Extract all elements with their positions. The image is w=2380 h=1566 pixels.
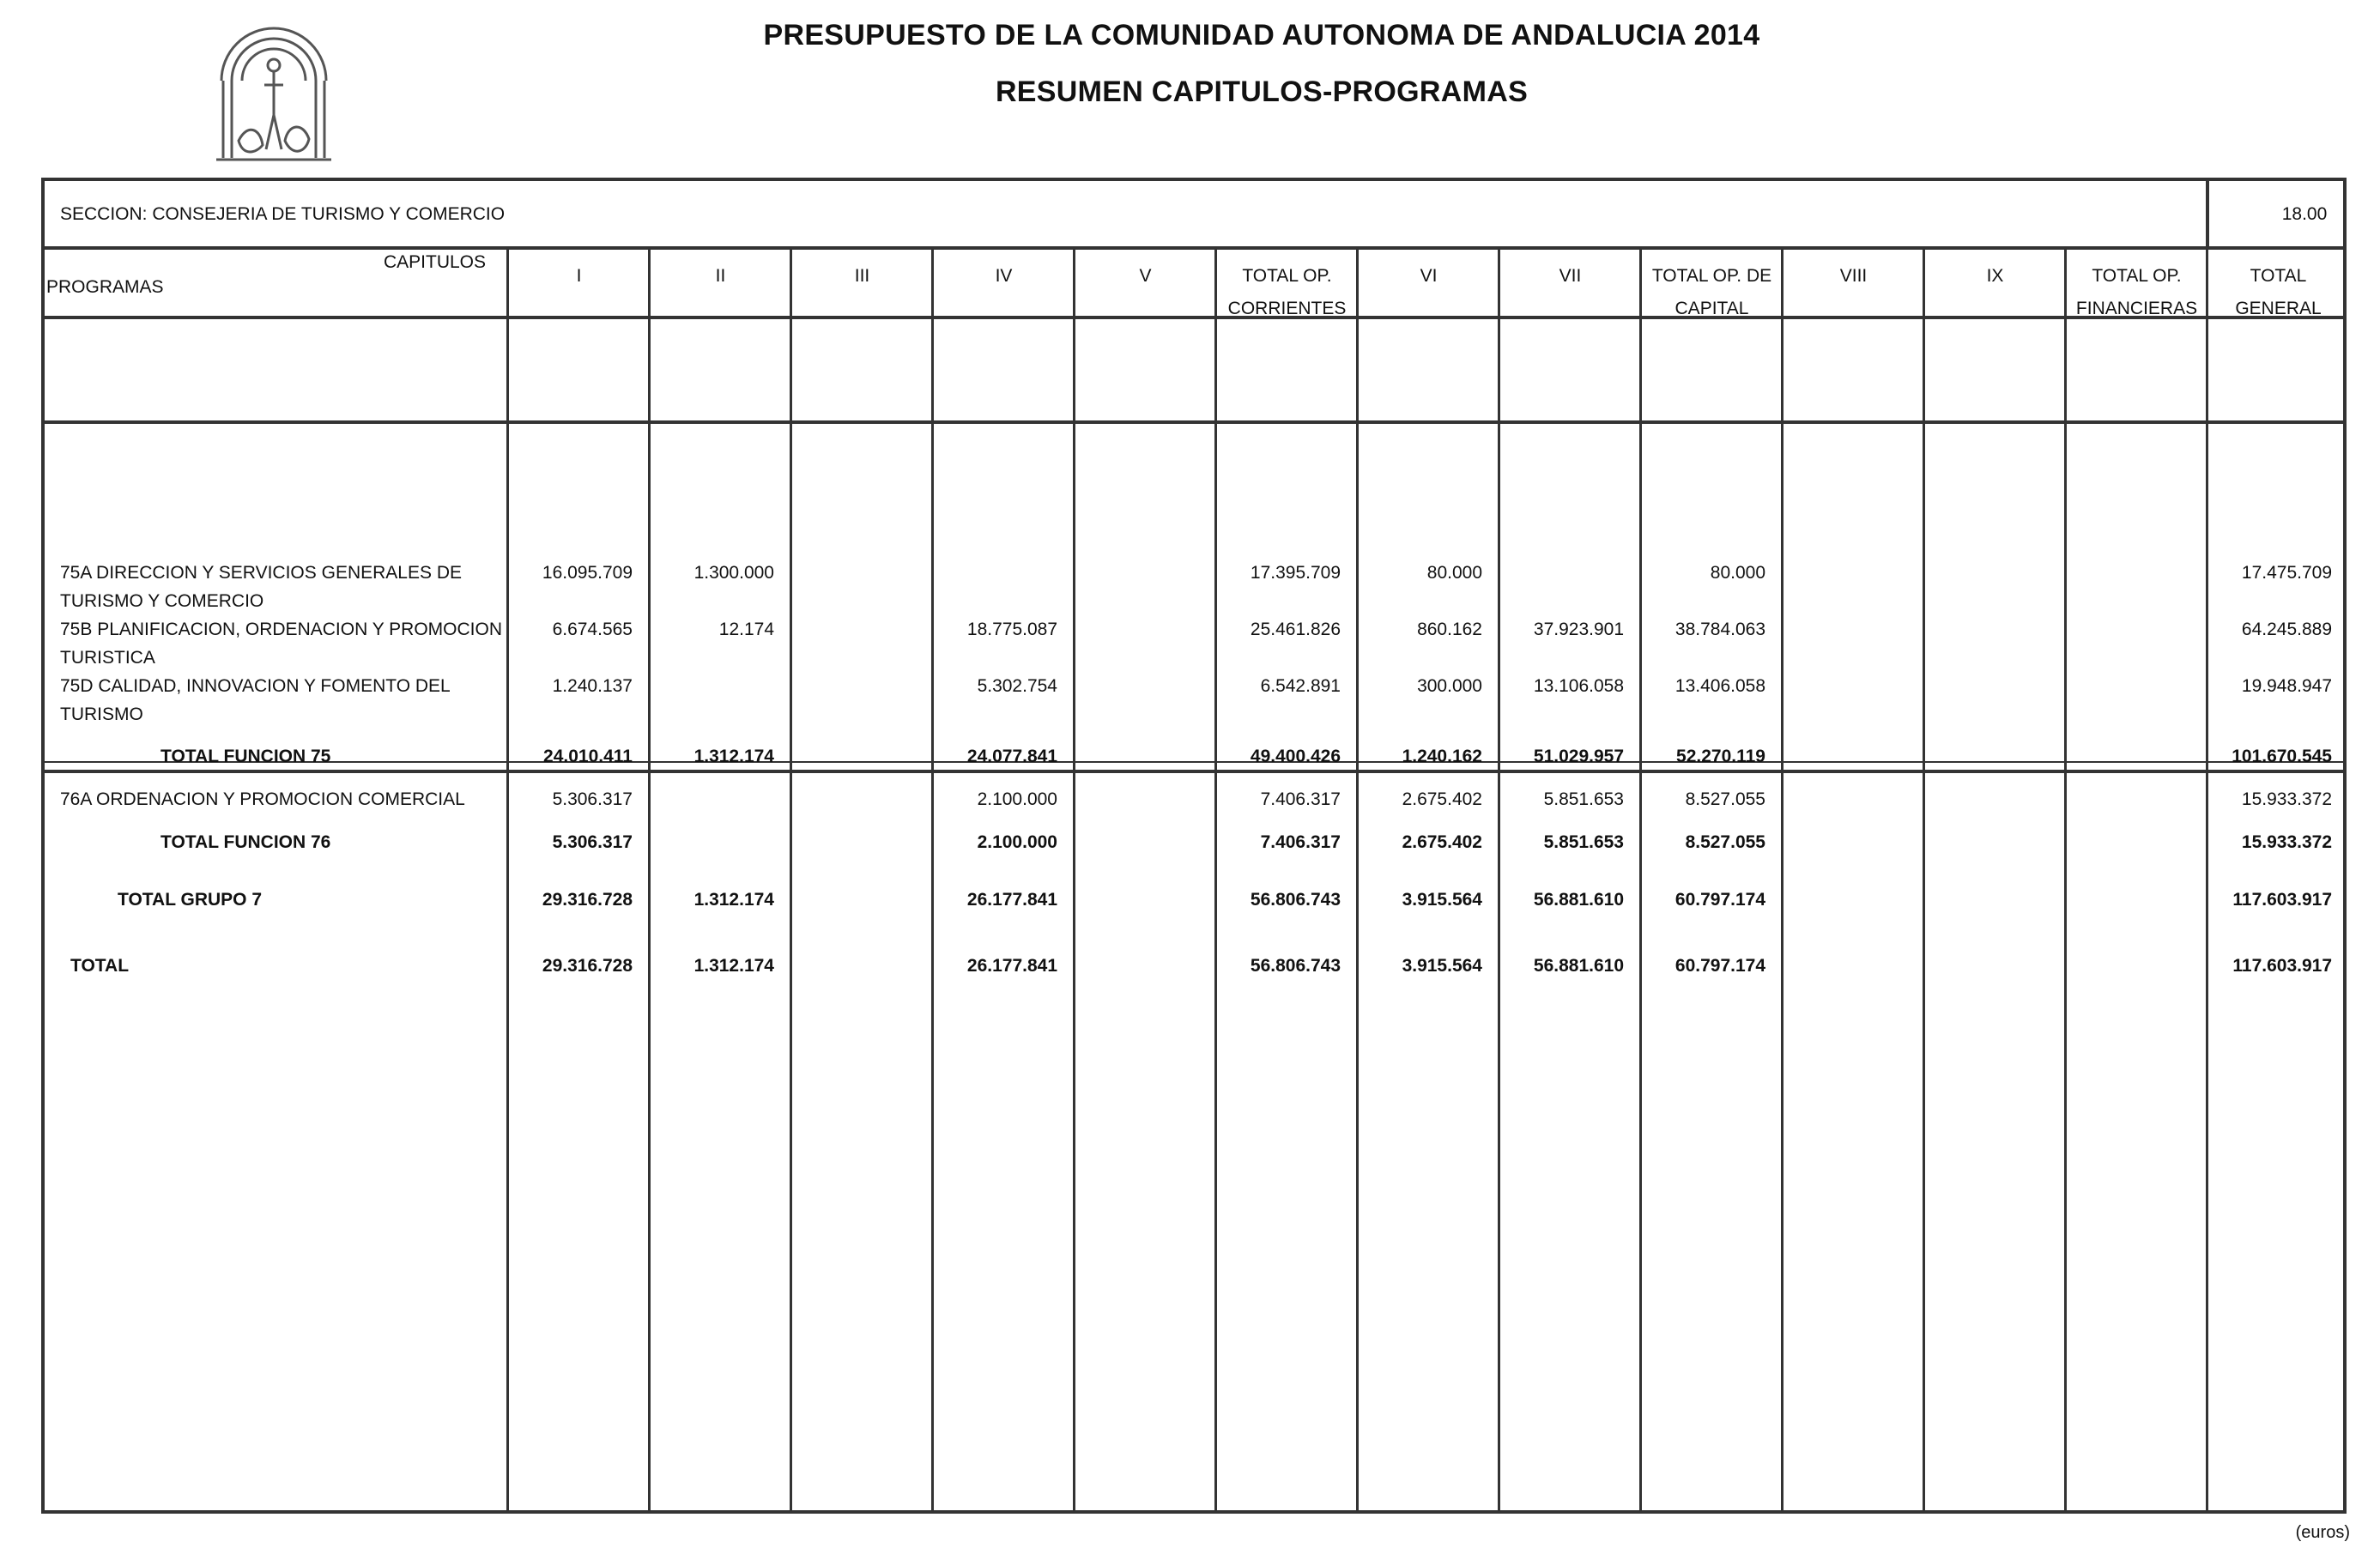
table-rule — [45, 420, 2343, 424]
unit-label: (euros) — [2295, 1523, 2350, 1542]
column-rule — [1639, 248, 1642, 1510]
row-label: TOTAL GRUPO 7 — [118, 890, 263, 910]
table-cell: 64.245.889 — [2241, 620, 2332, 639]
total-cell: 3.915.564 — [1402, 956, 1482, 976]
total-label: TOTAL — [70, 956, 130, 976]
table-cell: 101.670.545 — [2232, 747, 2332, 766]
row-label: TURISTICA — [60, 648, 155, 668]
column-rule — [1214, 248, 1217, 1510]
table-cell: 7.406.317 — [1260, 789, 1341, 809]
page-subtitle: RESUMEN CAPITULOS-PROGRAMAS — [995, 76, 1529, 108]
table-cell: 38.784.063 — [1674, 620, 1765, 639]
table-cell: 37.923.901 — [1533, 620, 1624, 639]
column-header: TOTAL OP. — [1242, 266, 1332, 286]
table-cell: 51.029.957 — [1533, 747, 1624, 766]
column-header: FINANCIERAS — [2075, 299, 2198, 318]
table-cell: 5.302.754 — [977, 676, 1057, 696]
table-cell: 24.010.411 — [543, 747, 633, 766]
table-cell: 6.542.891 — [1260, 676, 1341, 696]
column-header: I — [576, 266, 582, 286]
table-cell: 18.775.087 — [966, 620, 1057, 639]
column-header: II — [715, 266, 726, 286]
column-rule — [648, 248, 651, 1510]
total-cell: 56.881.610 — [1533, 956, 1624, 976]
budget-table — [41, 178, 2347, 1514]
table-cell: 56.881.610 — [1533, 890, 1624, 910]
column-rule — [1781, 248, 1783, 1510]
table-cell: 117.603.917 — [2232, 890, 2332, 910]
table-cell: 17.475.709 — [2241, 563, 2332, 583]
table-cell: 13.106.058 — [1533, 676, 1624, 696]
row-label: TURISMO — [60, 704, 143, 724]
table-cell: 8.527.055 — [1685, 789, 1765, 809]
table-cell: 12.174 — [718, 620, 774, 639]
table-rule — [45, 316, 2343, 319]
column-rule — [1073, 248, 1075, 1510]
header-capitulos: CAPITULOS — [384, 252, 487, 272]
row-label: 76A ORDENACION Y PROMOCION COMERCIAL — [60, 789, 465, 809]
table-cell: 5.851.653 — [1543, 832, 1624, 852]
table-cell: 15.933.372 — [2241, 789, 2332, 809]
table-cell: 49.400.426 — [1250, 747, 1341, 766]
column-header: TOTAL OP. DE — [1651, 266, 1772, 286]
row-label: TOTAL FUNCION 75 — [160, 747, 331, 766]
total-cell: 29.316.728 — [542, 956, 633, 976]
total-cell: 26.177.841 — [966, 956, 1057, 976]
table-cell: 2.675.402 — [1402, 789, 1482, 809]
column-header: VII — [1559, 266, 1582, 286]
table-rule — [2206, 181, 2209, 248]
table-cell: 860.162 — [1417, 620, 1482, 639]
column-rule — [2064, 248, 2067, 1510]
table-rule — [45, 761, 2343, 763]
total-cell: 56.806.743 — [1250, 956, 1341, 976]
table-cell: 2.675.402 — [1402, 832, 1482, 852]
table-rule — [45, 770, 2343, 773]
table-cell: 25.461.826 — [1250, 620, 1341, 639]
table-cell: 1.240.137 — [552, 676, 633, 696]
table-cell: 1.240.162 — [1402, 747, 1482, 766]
column-rule — [506, 248, 509, 1510]
column-header: V — [1139, 266, 1152, 286]
column-header: IV — [995, 266, 1013, 286]
table-cell: 5.306.317 — [552, 832, 633, 852]
table-cell: 8.527.055 — [1685, 832, 1765, 852]
page-title: PRESUPUESTO DE LA COMUNIDAD AUTONOMA DE ANDALUCIA 2014 — [763, 19, 1760, 51]
table-cell: 80.000 — [1426, 563, 1482, 583]
table-cell: 3.915.564 — [1402, 890, 1482, 910]
table-cell: 24.077.841 — [966, 747, 1057, 766]
row-label: 75D CALIDAD, INNOVACION Y FOMENTO DEL — [60, 676, 451, 696]
table-cell: 300.000 — [1417, 676, 1482, 696]
table-cell: 52.270.119 — [1676, 747, 1765, 766]
table-cell: 7.406.317 — [1260, 832, 1341, 852]
column-header: VIII — [1839, 266, 1868, 286]
column-rule — [1356, 248, 1359, 1510]
table-cell: 2.100.000 — [977, 789, 1057, 809]
table-cell: 2.100.000 — [977, 832, 1057, 852]
table-cell: 1.312.174 — [693, 747, 774, 766]
table-cell: 13.406.058 — [1674, 676, 1765, 696]
column-header: III — [854, 266, 870, 286]
column-header: IX — [1986, 266, 2004, 286]
column-rule — [1498, 248, 1500, 1510]
section-label: SECCION: CONSEJERIA DE TURISMO Y COMERCIO — [60, 204, 506, 224]
column-header: CAPITAL — [1674, 299, 1749, 318]
row-label: 75B PLANIFICACION, ORDENACION Y PROMOCION — [60, 620, 502, 639]
column-rule — [931, 248, 934, 1510]
table-cell: 56.806.743 — [1250, 890, 1341, 910]
table-cell: 1.312.174 — [693, 890, 774, 910]
table-cell: 16.095.709 — [542, 563, 633, 583]
table-cell: 80.000 — [1710, 563, 1765, 583]
table-cell: 60.797.174 — [1674, 890, 1765, 910]
table-cell: 19.948.947 — [2241, 676, 2332, 696]
column-rule — [1923, 248, 1925, 1510]
row-label: TURISMO Y COMERCIO — [60, 591, 264, 611]
table-cell: 5.851.653 — [1543, 789, 1624, 809]
column-header: TOTAL — [2250, 266, 2307, 286]
column-header: TOTAL OP. — [2092, 266, 2182, 286]
row-label: TOTAL FUNCION 76 — [160, 832, 331, 852]
table-cell: 1.300.000 — [693, 563, 774, 583]
row-label: 75A DIRECCION Y SERVICIOS GENERALES DE — [60, 563, 462, 583]
column-header: VI — [1420, 266, 1438, 286]
table-cell: 5.306.317 — [552, 789, 633, 809]
section-code: 18.00 — [2281, 204, 2328, 224]
table-cell: 26.177.841 — [966, 890, 1057, 910]
total-cell: 60.797.174 — [1674, 956, 1765, 976]
column-header: GENERAL — [2235, 299, 2322, 318]
table-rule — [45, 246, 2343, 250]
andalucia-coat-of-arms-icon — [213, 12, 335, 168]
column-rule — [790, 248, 792, 1510]
total-cell: 117.603.917 — [2232, 956, 2332, 976]
column-rule — [2206, 248, 2208, 1510]
table-cell: 17.395.709 — [1250, 563, 1341, 583]
table-cell: 15.933.372 — [2241, 832, 2332, 852]
header-programas: PROGRAMAS — [46, 277, 164, 297]
column-header: CORRIENTES — [1227, 299, 1347, 318]
total-cell: 1.312.174 — [693, 956, 774, 976]
table-cell: 29.316.728 — [542, 890, 633, 910]
table-cell: 6.674.565 — [552, 620, 633, 639]
